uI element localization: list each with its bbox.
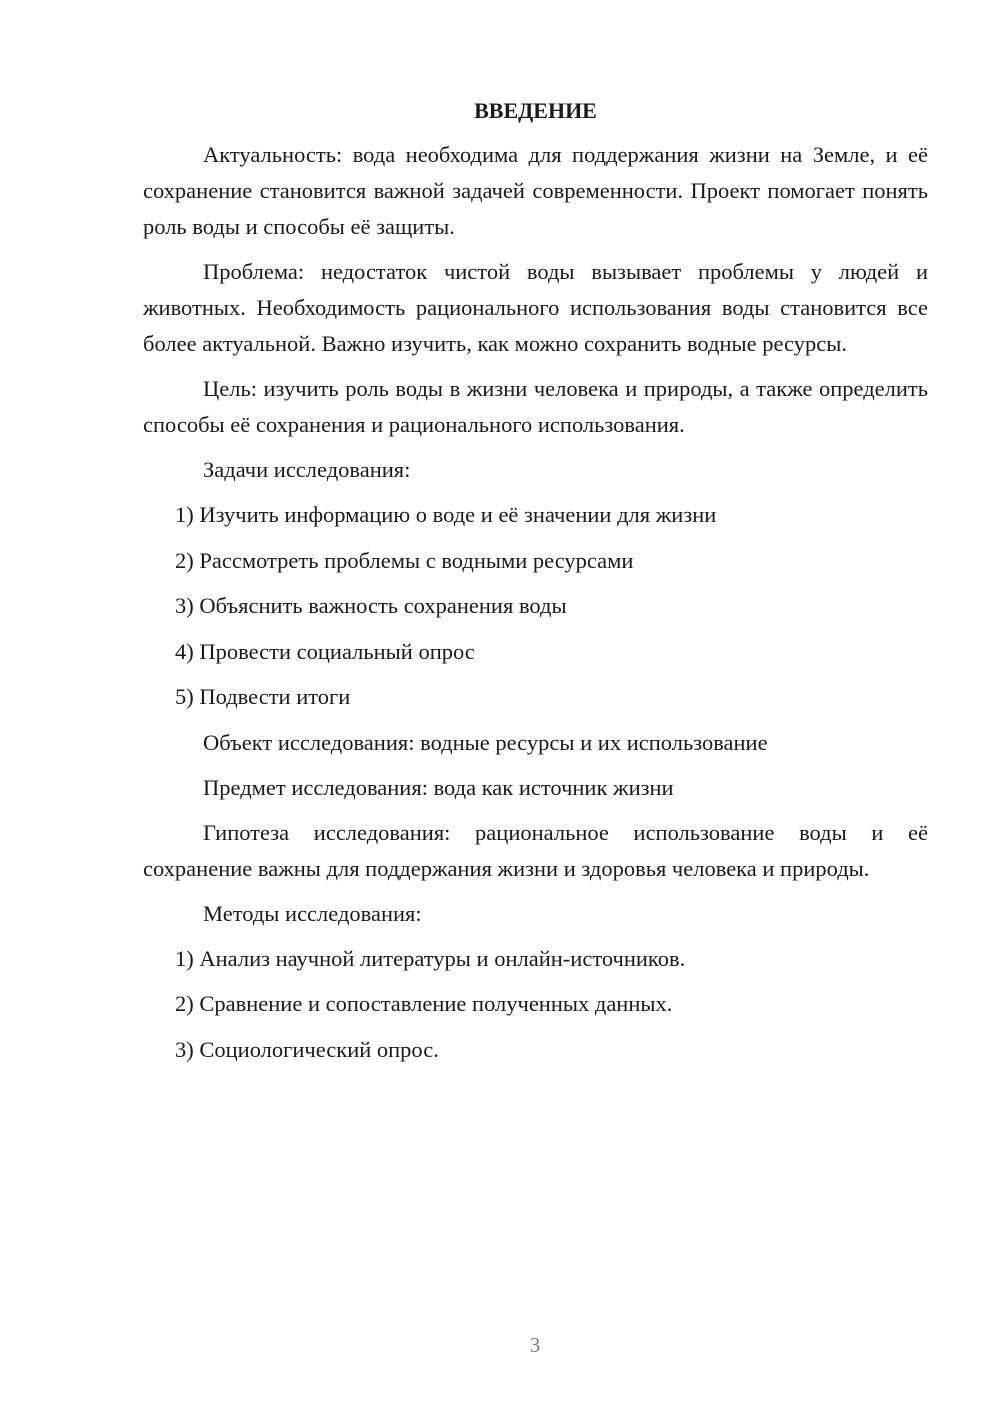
- subject-line: Предмет исследования: вода как источник жизни: [203, 774, 674, 800]
- tasks-list: [143, 497, 928, 715]
- tasks-label: Задачи исследования:: [203, 457, 411, 482]
- list-item: 2) Рассмотреть проблемы с водными ресурсами: [175, 547, 634, 573]
- list-item: 3) Социологический опрос.: [175, 1036, 439, 1062]
- list-item: 5) Подвести итоги: [175, 684, 351, 709]
- methods-list: [143, 941, 928, 1068]
- section-heading: ВВЕДЕНИЕ: [474, 98, 597, 123]
- object-line: Объект исследования: водные ресурсы и их использование: [203, 729, 768, 755]
- page-number: 3: [529, 1333, 541, 1357]
- document-body: [143, 93, 928, 1077]
- list-item: 1) Изучить информацию о воде и её значении для жизни: [175, 502, 717, 527]
- hypothesis-paragraph: Гипотеза исследования: рациональное использование воды и её сохранение важны для поддержания жизни и здоровья человека и природы.: [143, 819, 928, 881]
- methods-label: Методы исследования:: [203, 900, 422, 926]
- goal-paragraph: Цель: изучить роль воды в жизни человека и природы, а также определить способы её сохранения и рационального использования.: [143, 376, 928, 437]
- list-item: 4) Провести социальный опрос: [175, 638, 475, 664]
- list-item: 2) Сравнение и сопоставление полученных данных.: [175, 991, 673, 1016]
- list-item: 1) Анализ научной литературы и онлайн-источников.: [175, 945, 686, 971]
- relevance-paragraph: Актуальность: вода необходима для поддержания жизни на Земле, и её сохранение становится важной задачей современности. Проект помогает понять роль воды и способы её защиты.: [143, 142, 928, 239]
- list-item: 3) Объяснить важность сохранения воды: [175, 593, 567, 618]
- problem-paragraph: Проблема: недостаток чистой воды вызывает проблемы у людей и животных. Необходимость рационального использования воды становится все более актуальной. Важно изучить, как можно сохранить водные ресурсы.: [143, 259, 928, 356]
